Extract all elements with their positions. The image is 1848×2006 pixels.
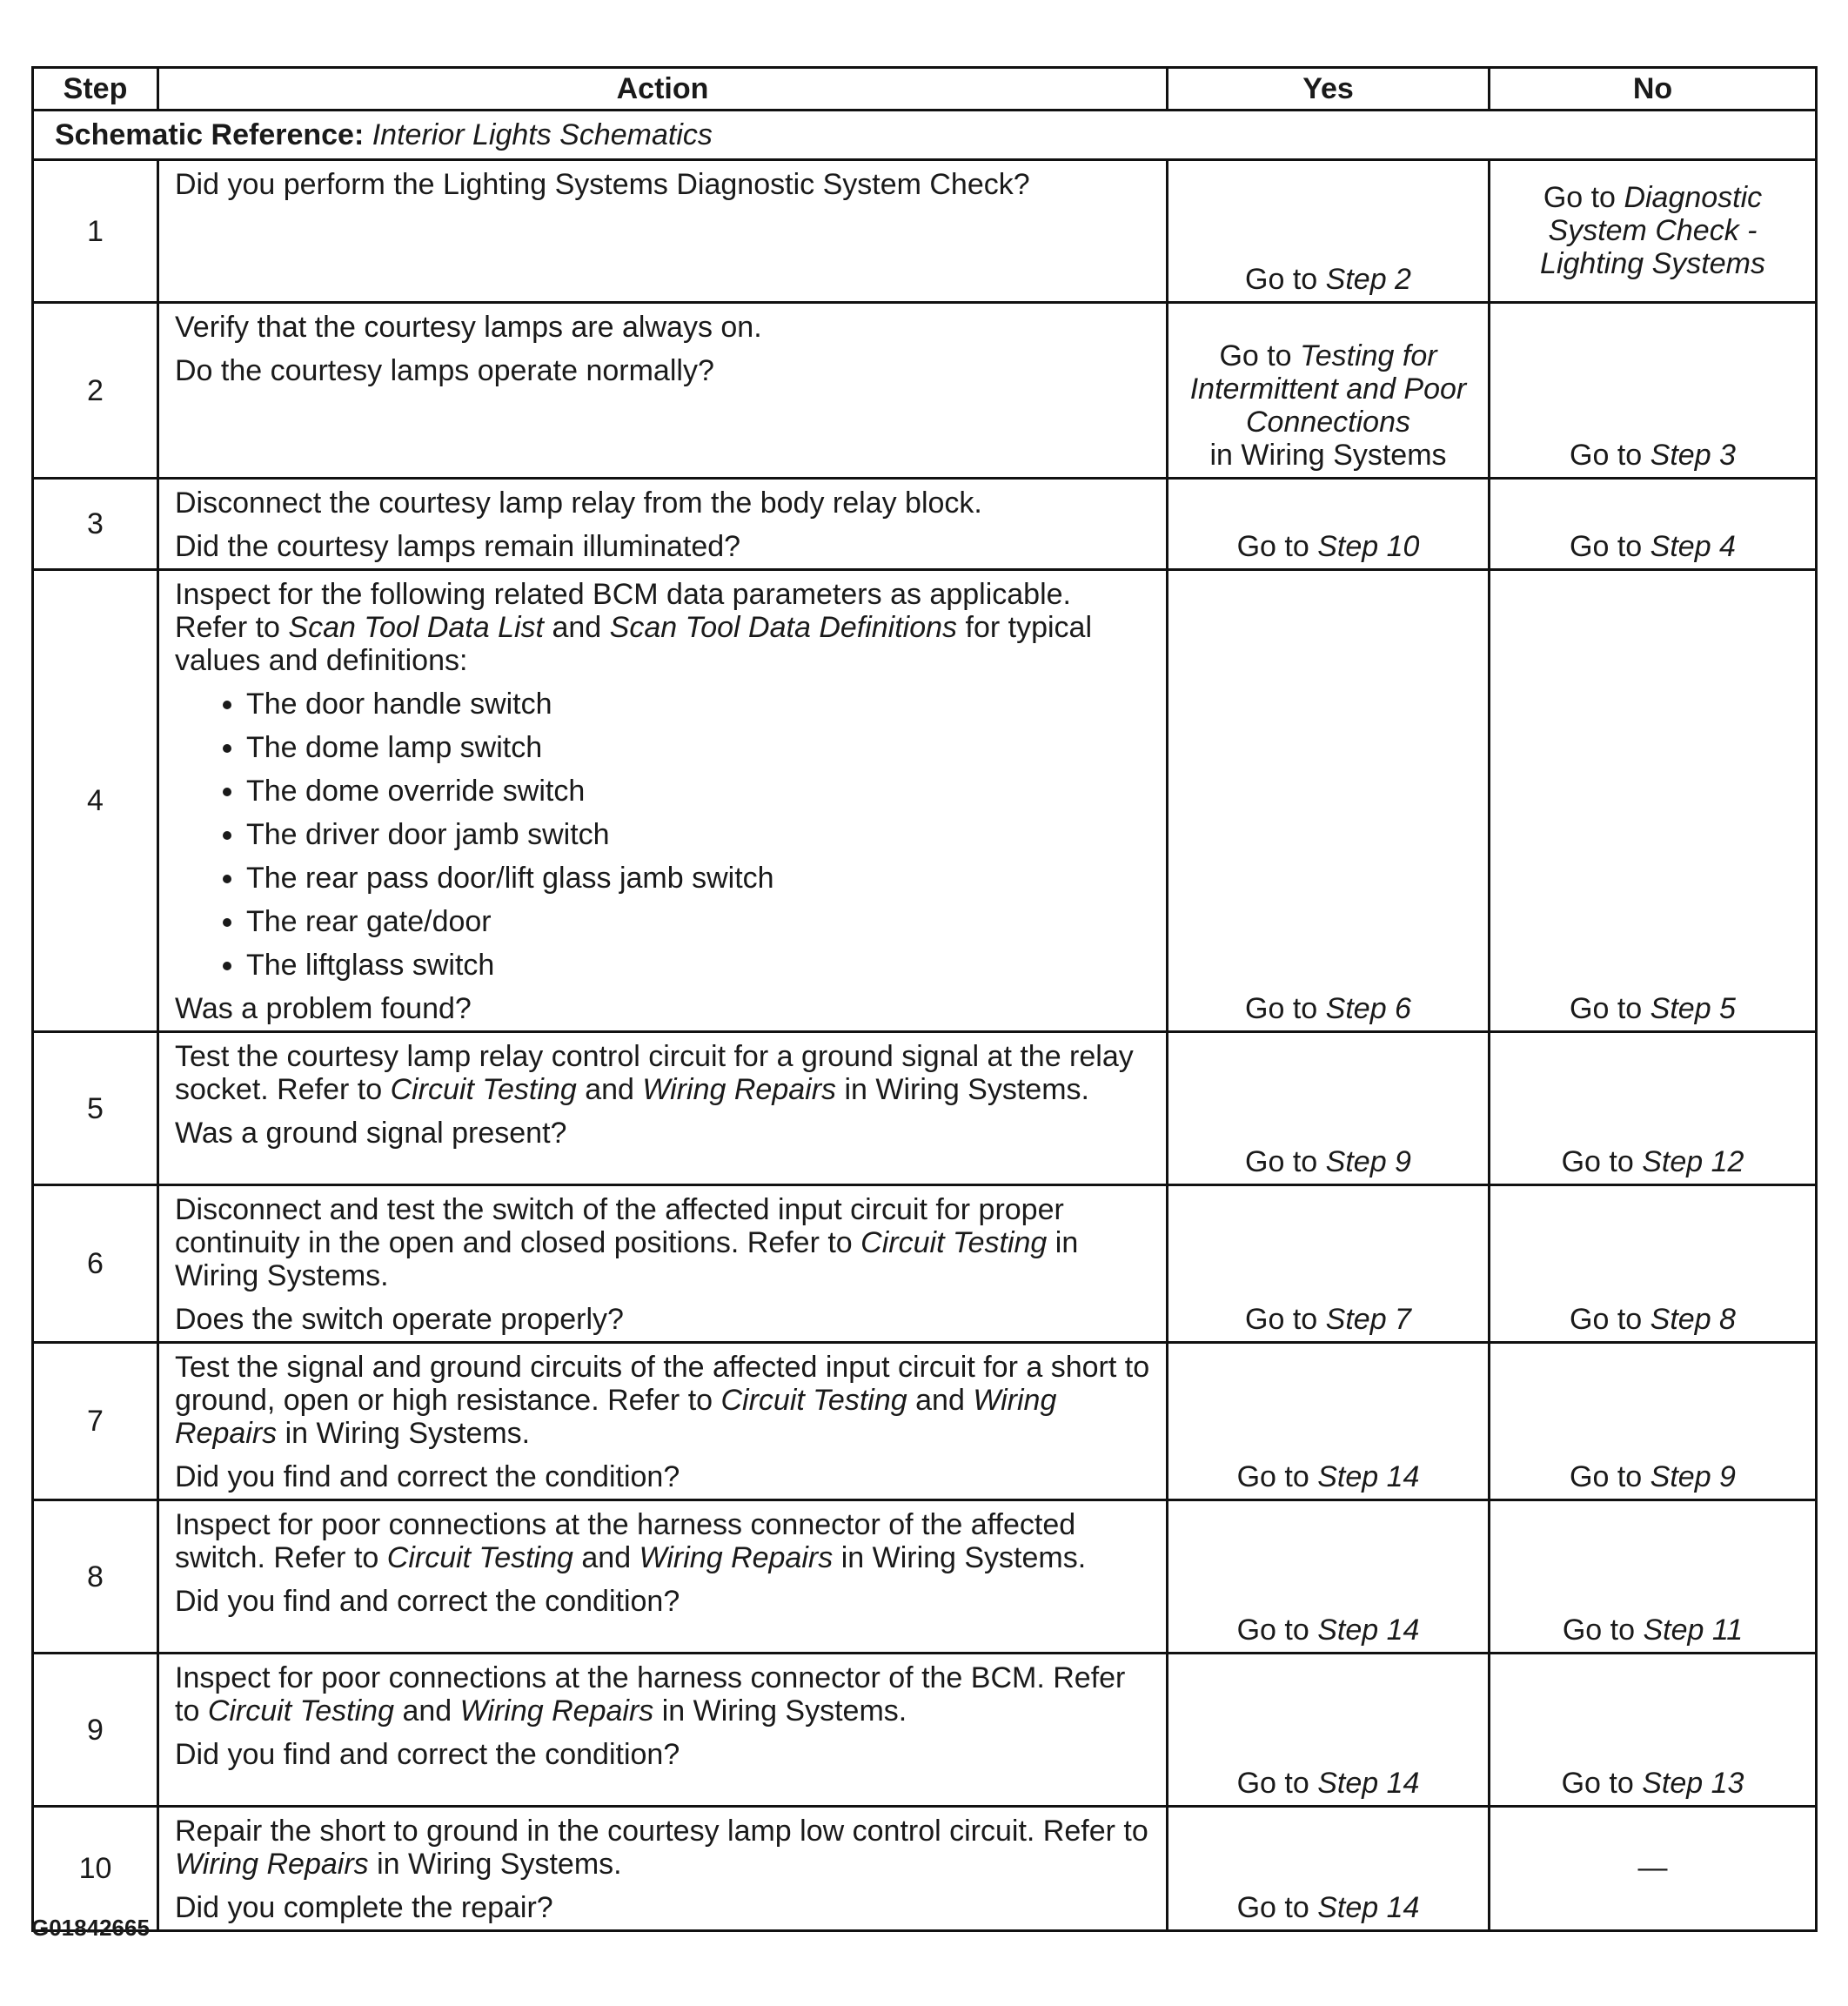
action-question: Did you complete the repair?: [175, 1891, 553, 1924]
step-number: 2: [33, 303, 158, 479]
step-number: 5: [33, 1032, 158, 1185]
ref-link[interactable]: Circuit Testing: [860, 1226, 1048, 1259]
goto-label: Go to: [1236, 530, 1309, 563]
step-number: 4: [33, 570, 158, 1032]
ref-link[interactable]: Wiring Repairs: [175, 1384, 1057, 1450]
goto-label: Go to: [1245, 992, 1318, 1025]
action-cell: [158, 1185, 1168, 1343]
goto-label: Go to: [1570, 1303, 1643, 1336]
action-text-part: for typical values and definitions:: [175, 611, 1093, 677]
action-cell: [158, 570, 1168, 1032]
no-cell: [1490, 1343, 1817, 1500]
yes-cell: [1168, 1343, 1490, 1500]
action-text: [175, 1508, 1150, 1574]
yes-cell: [1168, 570, 1490, 1032]
yes-link[interactable]: Step 14: [1317, 1891, 1420, 1924]
table-row: [33, 1343, 1817, 1500]
action-cell: [158, 1032, 1168, 1185]
goto-label: Go to: [1245, 1145, 1318, 1178]
yes-cell: [1168, 1807, 1490, 1931]
table-row: [33, 303, 1817, 479]
diagnostic-table: [31, 66, 1818, 1932]
goto-label: Go to: [1570, 439, 1643, 472]
no-cell: [1490, 303, 1817, 479]
action-text: Disconnect the courtesy lamp relay from the body relay block.: [175, 486, 982, 520]
header-no: No: [1490, 68, 1817, 111]
yes-link[interactable]: Step 14: [1317, 1614, 1420, 1647]
no-link[interactable]: Step 11: [1643, 1614, 1744, 1647]
table-row: [33, 160, 1817, 303]
action-text-part: Test the signal and ground circuits of the affected input circuit for a short to ground, open or high resistance. Refer to: [175, 1351, 1150, 1417]
action-text-part: Inspect for poor connections at the harness connector of the affected switch. Refer to: [175, 1508, 1076, 1574]
yes-link[interactable]: Step 14: [1317, 1460, 1420, 1493]
action-cell: [158, 1807, 1168, 1931]
ref-link[interactable]: Circuit Testing: [390, 1073, 577, 1106]
ref-link[interactable]: Circuit Testing: [720, 1384, 907, 1417]
action-text-part: Inspect for poor connections at the harness connector of the BCM. Refer to: [175, 1661, 1126, 1728]
list-item: • The driver door jamb switch: [246, 818, 1150, 851]
no-cell: [1490, 570, 1817, 1032]
action-text: [175, 578, 1150, 677]
action-text: [175, 1193, 1150, 1292]
action-cell: [158, 479, 1168, 570]
yes-link[interactable]: Testing for Intermittent and Poor Connections: [1189, 339, 1467, 439]
goto-label: Go to: [1245, 263, 1318, 296]
schematic-reference: [33, 111, 1817, 160]
step-number: 10: [33, 1807, 158, 1931]
table-row: [33, 570, 1817, 1032]
goto-label: Go to: [1236, 1767, 1309, 1800]
action-text-part: in Wiring Systems.: [844, 1073, 1089, 1106]
yes-link[interactable]: Step 6: [1325, 992, 1411, 1025]
action-question: Did the courtesy lamps remain illuminated?: [175, 530, 741, 563]
schematic-row: [33, 111, 1817, 160]
step-number: 3: [33, 479, 158, 570]
figure-id: G01842665: [31, 1915, 150, 1941]
action-question: Was a ground signal present?: [175, 1117, 567, 1150]
no-link[interactable]: Step 12: [1642, 1145, 1744, 1178]
list-item: • The rear gate/door: [246, 905, 1150, 938]
no-link[interactable]: Step 9: [1650, 1460, 1736, 1493]
step-number: 9: [33, 1654, 158, 1807]
goto-label: Go to: [1561, 1145, 1634, 1178]
no-cell: [1490, 1032, 1817, 1185]
step-number: 6: [33, 1185, 158, 1343]
ref-link[interactable]: Circuit Testing: [386, 1541, 573, 1574]
yes-cell: [1168, 1500, 1490, 1654]
table-row: [33, 1654, 1817, 1807]
yes-suffix: in Wiring Systems: [1209, 439, 1447, 472]
action-text: [175, 1351, 1150, 1450]
no-link[interactable]: Step 5: [1650, 992, 1736, 1025]
ref-link[interactable]: Wiring Repairs: [642, 1073, 837, 1106]
yes-cell: [1168, 479, 1490, 570]
header-yes: Yes: [1168, 68, 1490, 111]
header-step: Step: [33, 68, 158, 111]
action-cell: [158, 303, 1168, 479]
table-row: [33, 1032, 1817, 1185]
ref-link[interactable]: Scan Tool Data List: [288, 611, 544, 644]
step-number: 1: [33, 160, 158, 303]
yes-cell: [1168, 1654, 1490, 1807]
action-text-part: and: [402, 1694, 452, 1728]
no-link[interactable]: Step 4: [1650, 530, 1736, 563]
yes-link[interactable]: Step 2: [1325, 263, 1411, 296]
goto-label: Go to: [1543, 180, 1616, 214]
action-question: Did you find and correct the condition?: [175, 1738, 680, 1771]
action-cell: [158, 1654, 1168, 1807]
table-row: [33, 1185, 1817, 1343]
action-question: Did you find and correct the condition?: [175, 1460, 680, 1493]
action-cell: [158, 1343, 1168, 1500]
ref-link[interactable]: Scan Tool Data Definitions: [609, 611, 958, 644]
action-text-part: Disconnect and test the switch of the affected input circuit for proper continuity in the open and closed positions. Refer to: [175, 1193, 1064, 1259]
goto-label: Go to: [1570, 530, 1643, 563]
action-text: [175, 1661, 1150, 1728]
yes-cell: [1168, 160, 1490, 303]
no-cell: [1490, 1654, 1817, 1807]
yes-link[interactable]: Step 10: [1317, 530, 1420, 563]
list-item: • The rear pass door/lift glass jamb switch: [246, 862, 1150, 895]
table-row: [33, 1807, 1817, 1931]
no-cell: [1490, 479, 1817, 570]
action-text-part: and: [585, 1073, 634, 1106]
yes-link[interactable]: Step 7: [1325, 1303, 1411, 1336]
action-text-part: and: [581, 1541, 632, 1574]
no-cell: —: [1490, 1807, 1817, 1931]
action-text: [175, 1040, 1150, 1106]
yes-link[interactable]: Step 9: [1325, 1145, 1411, 1178]
ref-link[interactable]: Wiring Repairs: [175, 1848, 369, 1881]
yes-cell: [1168, 1185, 1490, 1343]
action-text-part: Inspect for the following related BCM data parameters as applicable. Refer to: [175, 578, 1071, 644]
ref-link[interactable]: Wiring Repairs: [639, 1541, 834, 1574]
no-link[interactable]: Step 3: [1650, 439, 1736, 472]
yes-cell: [1168, 303, 1490, 479]
no-cell: [1490, 1185, 1817, 1343]
action-text-part: in Wiring Systems.: [840, 1541, 1087, 1574]
step-number: 7: [33, 1343, 158, 1500]
list-item: • The door handle switch: [246, 688, 1150, 721]
action-text-part: in Wiring Systems.: [285, 1417, 531, 1450]
action-text: [175, 1815, 1150, 1881]
ref-link[interactable]: Circuit Testing: [207, 1694, 394, 1728]
action-text-part: and: [915, 1384, 965, 1417]
goto-label: Go to: [1236, 1891, 1309, 1924]
step-number: 8: [33, 1500, 158, 1654]
yes-cell: [1168, 1032, 1490, 1185]
table-row: [33, 479, 1817, 570]
action-cell: [158, 160, 1168, 303]
goto-label: Go to: [1570, 1460, 1643, 1493]
list-item: • The liftglass switch: [246, 949, 1150, 982]
list-item: • The dome lamp switch: [246, 731, 1150, 764]
ref-link[interactable]: Wiring Repairs: [459, 1694, 654, 1728]
action-text-part: and: [552, 611, 602, 644]
action-text-part: Test the courtesy lamp relay control circuit for a ground signal at the relay socket. Refer to: [175, 1040, 1134, 1106]
action-text-part: in Wiring Systems.: [661, 1694, 907, 1728]
goto-label: Go to: [1236, 1460, 1309, 1493]
action-cell: [158, 1500, 1168, 1654]
action-text-part: in Wiring Systems.: [175, 1226, 1079, 1292]
no-link[interactable]: Step 13: [1642, 1767, 1744, 1800]
action-question: Did you find and correct the condition?: [175, 1585, 680, 1618]
schematic-label: Schematic Reference:: [55, 118, 365, 151]
action-text-part: Repair the short to ground in the courtesy lamp low control circuit. Refer to: [175, 1815, 1148, 1848]
no-link[interactable]: Step 8: [1650, 1303, 1736, 1336]
goto-label: Go to: [1561, 1767, 1634, 1800]
header-action: Action: [158, 68, 1168, 111]
action-question: Was a problem found?: [175, 992, 472, 1025]
action-question: Did you perform the Lighting Systems Diagnostic System Check?: [175, 168, 1030, 201]
goto-label: Go to: [1245, 1303, 1318, 1336]
parameter-list: [175, 688, 1150, 982]
list-item: • The dome override switch: [246, 775, 1150, 808]
no-link[interactable]: Diagnostic System Check - Lighting Systems: [1540, 180, 1765, 280]
action-question: Do the courtesy lamps operate normally?: [175, 354, 714, 387]
table-header-row: [33, 68, 1817, 111]
no-cell: [1490, 1500, 1817, 1654]
table-row: [33, 1500, 1817, 1654]
goto-label: Go to: [1219, 339, 1292, 372]
action-text-part: in Wiring Systems.: [377, 1848, 622, 1881]
schematic-link[interactable]: Interior Lights Schematics: [372, 118, 713, 151]
yes-link[interactable]: Step 14: [1317, 1767, 1420, 1800]
no-cell: [1490, 160, 1817, 303]
goto-label: Go to: [1570, 992, 1643, 1025]
goto-label: Go to: [1236, 1614, 1309, 1647]
action-question: Does the switch operate properly?: [175, 1303, 624, 1336]
action-text: Verify that the courtesy lamps are always on.: [175, 311, 762, 344]
goto-label: Go to: [1562, 1614, 1636, 1647]
